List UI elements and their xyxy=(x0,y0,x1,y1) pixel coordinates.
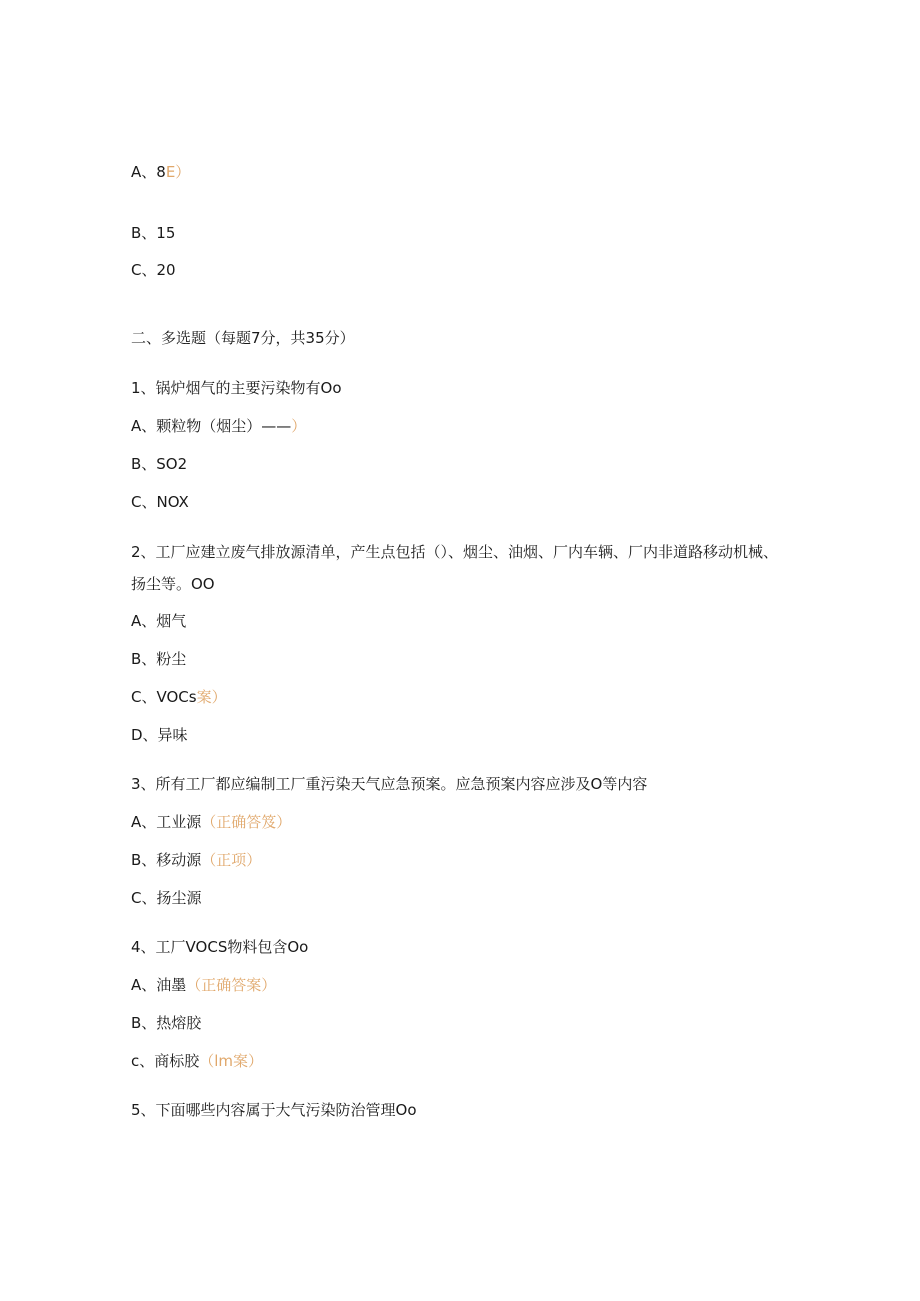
question-3: 3、所有工厂都应编制工厂重污染天气应急预案。应急预案内容应涉及O等内容 xyxy=(131,775,648,793)
question-1: 1、锅炉烟气的主要污染物有Oo xyxy=(131,379,342,397)
q1-option-b: B、SO2 xyxy=(131,455,188,473)
q4-option-a: A、油墨（正确答案） xyxy=(131,976,277,994)
q2-option-a: A、烟气 xyxy=(131,612,187,630)
q1-option-c: C、NOX xyxy=(131,493,189,511)
q2-option-b: B、粉尘 xyxy=(131,650,187,668)
q2-option-d: D、异味 xyxy=(131,726,188,744)
option-b-q-prev: B、15 xyxy=(131,224,176,242)
question-4: 4、工厂VOCS物料包含Oo xyxy=(131,938,309,956)
q4-option-b: B、热熔胶 xyxy=(131,1014,202,1032)
q1-option-a: A、颗粒物（烟尘）——） xyxy=(131,417,307,435)
q3-option-c: C、扬尘源 xyxy=(131,889,202,907)
question-2: 2、工厂应建立废气排放源清单，产生点包括（）、烟尘、油烟、厂内车辆、厂内非道路移动机械、扬尘等。OO xyxy=(131,543,779,593)
answer-mark: （lm案） xyxy=(199,1052,264,1070)
answer-mark: （正项） xyxy=(201,851,262,869)
q3-option-a: A、工业源（正确答笈） xyxy=(131,813,292,831)
q4-option-c: c、商标胶（lm案） xyxy=(131,1052,264,1070)
answer-mark: （正确答笈） xyxy=(201,813,292,831)
answer-mark: ） xyxy=(291,417,307,435)
option-a-q-prev: A、8E） xyxy=(131,163,191,181)
answer-mark: E） xyxy=(165,163,191,181)
q2-option-c: C、VOCs案） xyxy=(131,688,227,706)
section-heading-multiple-choice: 二、多选题（每题7分，共35分） xyxy=(131,329,355,347)
option-c-q-prev: C、20 xyxy=(131,261,176,279)
q3-option-b: B、移动源（正项） xyxy=(131,851,262,869)
answer-mark: （正确答案） xyxy=(186,976,277,994)
question-5: 5、下面哪些内容属于大气污染防治管理Oo xyxy=(131,1101,417,1119)
answer-mark: 案） xyxy=(196,688,227,706)
